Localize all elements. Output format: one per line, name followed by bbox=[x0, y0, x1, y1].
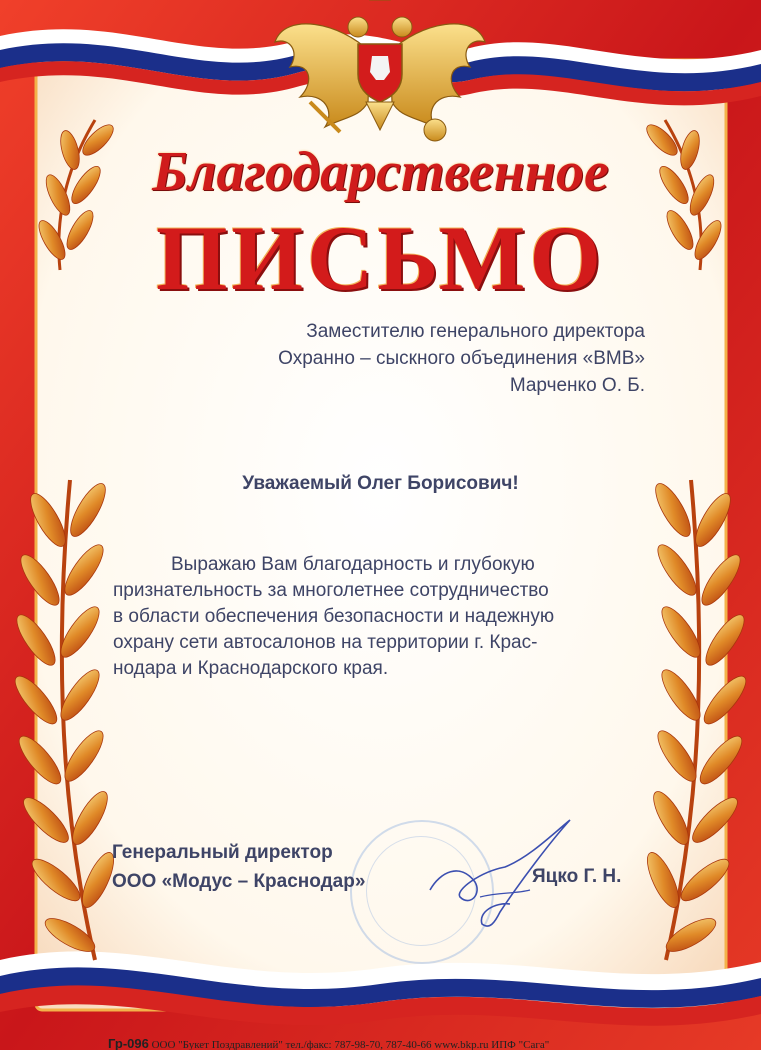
body-text bbox=[113, 552, 648, 682]
footer-text: ООО "Букет Поздравлений" тел./факс: 787-98-70, 787-40-66 www.bkp.ru ИПФ "Сага" bbox=[151, 1039, 550, 1050]
body-line-5: нодара и Краснодарского края. bbox=[113, 658, 389, 679]
title-line-2: ПИСЬМО bbox=[155, 207, 606, 309]
signatory-company: ООО «Модус – Краснодар» bbox=[112, 871, 366, 892]
body-line-4: охрану сети автосалонов на территории г. Крас- bbox=[113, 632, 538, 653]
body-line-3: в области обеспечения безопасности и надежную bbox=[113, 606, 555, 627]
recipient-line-1: Заместителю генерального директора bbox=[306, 321, 645, 342]
recipient-line-3: Марченко О. Б. bbox=[509, 375, 645, 396]
recipient-block bbox=[278, 318, 645, 399]
print-footer bbox=[108, 1036, 549, 1050]
footer-code: Гр-096 bbox=[108, 1036, 149, 1050]
recipient-line-2: Охранно – сыскного объединения «ВМВ» bbox=[278, 348, 645, 369]
signatory-block bbox=[112, 838, 365, 896]
salutation: Уважаемый Олег Борисович! bbox=[242, 473, 519, 494]
signatory-name: Яцко Г. Н. bbox=[532, 866, 622, 887]
body-line-1: Выражаю Вам благодарность и глубокую bbox=[171, 554, 535, 575]
signatory-position: Генеральный директор bbox=[112, 842, 333, 863]
title-line-1: Благодарственное bbox=[152, 141, 609, 203]
body-line-2: признательность за многолетнее сотрудничество bbox=[113, 580, 549, 601]
